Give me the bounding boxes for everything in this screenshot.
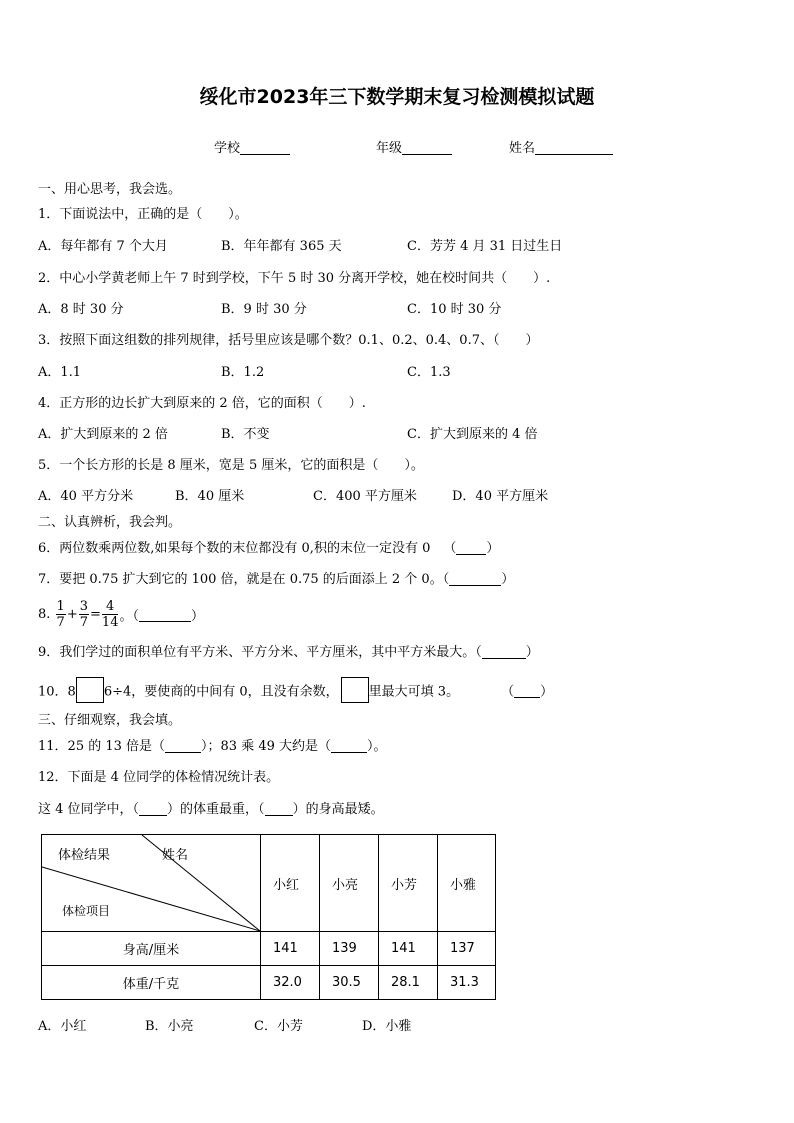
q1-option-b[interactable]: B．年年都有 365 天 [221,239,342,254]
q5-option-a[interactable]: A．40 平方分米 [38,489,134,504]
name-label: 姓名 [509,141,536,156]
q12-blank-1[interactable] [139,815,167,816]
q8-fraction-3 [102,599,119,630]
q6-answer-blank[interactable] [456,554,486,555]
q1-option-c[interactable]: C．芳芳 4 月 31 日过生日 [407,239,563,254]
q2-option-c[interactable]: C．10 时 30 分 [407,302,502,317]
q7-answer-blank[interactable] [449,585,501,586]
table-header-row [42,835,496,932]
q3-option-b[interactable]: B．1.2 [221,365,265,380]
q8-f1-denominator: 7 [56,615,65,630]
school-label: 学校 [214,141,241,156]
q12-option-d[interactable]: D．小雅 [362,1019,412,1034]
table-corner-cell [42,835,261,932]
q2-option-b[interactable]: B．9 时 30 分 [221,302,307,317]
table-cell: 141 [379,932,438,966]
question-12-sub [38,803,384,816]
table-row [42,966,496,1000]
q8-f2-denominator: 7 [79,615,89,630]
q8-fraction-2 [79,599,89,630]
q10-answer-blank[interactable] [514,683,540,698]
page-title: 绥化市2023年三下数学期末复习检测模拟试题 [199,86,595,108]
grade-field [376,142,452,155]
section-1-heading: 一、用心思考，我会选。 [38,182,182,197]
table-cell: 139 [320,932,379,966]
q12-sub-part-b: ）的体重最重，（ [167,802,265,817]
question-9 [38,646,539,659]
question-7-stem: 7．要把 0.75 扩大到它的 100 倍，就是在 0.75 的后面添上 2 个 0。（ [38,572,450,587]
section-2-heading: 二、认真辨析，我会判。 [38,515,182,530]
question-4-stem: 4．正方形的边长扩大到原来的 2 倍，它的面积（ ）. [38,396,366,411]
question-5-stem: 5．一个长方形的长是 8 厘米，宽是 5 厘米，它的面积是（ ）。 [38,458,424,473]
q8-fraction-1 [56,599,66,630]
school-blank[interactable] [240,154,290,155]
column-header-name: 小芳 [379,835,438,932]
table-cell: 137 [438,932,496,966]
q5-option-d[interactable]: D．40 平方厘米 [452,489,549,504]
q2-option-a[interactable]: A．8 时 30 分 [38,302,124,317]
question-9-stem: 9．我们学过的面积单位有平方米、平方分米、平方厘米，其中平方米最大。（ [38,645,482,660]
question-7 [38,573,514,586]
q10-answer-box[interactable] [341,677,369,703]
q11-part-b: ）；83 乘 49 大约是（ [201,739,332,754]
question-3-stem: 3．按照下面这组数的排列规律，括号里应该是哪个数？0.1、0.2、0.4、0.7、（ ） [38,333,539,348]
table-cell: 28.1 [379,966,438,1000]
row-header-height: 身高/厘米 [42,932,261,966]
q6-paren-close: ） [486,541,500,556]
q8-tail: 。（ [119,609,139,624]
q11-blank-1[interactable] [165,752,201,753]
table-row [42,932,496,966]
q5-option-b[interactable]: B．40 厘米 [175,489,245,504]
question-2-stem: 2．中心小学黄老师上午 7 时到学校，下午 5 时 30 分离开学校，她在校时间共（ ）. [38,271,551,286]
q10-number: 10．8 [38,684,76,700]
q11-part-a: 11．25 的 13 倍是（ [38,739,166,754]
column-header-name: 小红 [261,835,320,932]
q12-sub-part-c: ）的身高最矮。 [292,802,384,817]
question-12-stem: 12．下面是 4 位同学的体检情况统计表。 [38,770,280,785]
table-cell: 30.5 [320,966,379,1000]
table-cell: 32.0 [261,966,320,1000]
q5-option-c[interactable]: C．400 平方厘米 [313,489,417,504]
question-8 [38,599,204,630]
q12-sub-part-a: 这 4 位同学中，（ [38,802,140,817]
column-header-name: 小雅 [438,835,496,932]
question-1-stem: 1．下面说法中，正确的是（ ）。 [38,207,248,222]
q6-paren-open: （ [443,541,457,556]
q8-f3-numerator: 4 [102,599,119,615]
q10-middle-text: 6÷4，要使商的中间有 0，且没有余数， [103,684,339,700]
corner-result-label: 体检结果 [58,848,111,863]
column-header-name: 小亮 [320,835,379,932]
q8-answer-blank[interactable] [139,607,191,622]
q11-part-c: ）。 [367,739,387,754]
q4-option-b[interactable]: B．不变 [221,427,270,442]
q12-option-a[interactable]: A．小红 [38,1019,87,1034]
q7-paren-close: ） [501,572,515,587]
health-check-table [41,834,496,1000]
q8-f3-denominator: 14 [101,615,119,630]
school-field [214,142,290,155]
q10-paren-open: （ [501,684,515,700]
q12-option-b[interactable]: B．小亮 [145,1019,194,1034]
q1-option-a[interactable]: A．每年都有 7 个大月 [38,239,168,254]
question-11 [38,740,387,753]
q9-paren-close: ） [525,645,539,660]
q8-equals: = [90,607,101,622]
q8-plus: + [66,607,78,622]
grade-label: 年级 [376,141,403,156]
q11-blank-2[interactable] [331,752,367,753]
q8-number: 8. [38,607,51,622]
q9-answer-blank[interactable] [482,658,526,659]
q3-option-c[interactable]: C．1.3 [407,365,451,380]
section-3-heading: 三、仔细观察，我会填。 [38,713,182,728]
name-field [509,142,613,155]
q4-option-a[interactable]: A．扩大到原来的 2 倍 [38,427,168,442]
table-cell: 141 [261,932,320,966]
row-header-weight: 体重/千克 [42,966,261,1000]
corner-name-label: 姓名 [162,848,189,863]
q10-tail-text: 里最大可填 3。 [368,684,460,700]
q12-option-c[interactable]: C．小芳 [254,1019,303,1034]
q3-option-a[interactable]: A．1.1 [38,365,82,380]
q8-f2-numerator: 3 [79,599,89,614]
question-10 [38,677,553,703]
name-blank[interactable] [535,154,613,155]
table-cell: 31.3 [438,966,496,1000]
grade-blank[interactable] [402,154,452,155]
q10-paren-close: ） [540,684,554,700]
q8-f1-numerator: 1 [56,599,65,614]
q10-digit-box[interactable] [76,677,104,703]
q12-blank-2[interactable] [265,815,293,816]
question-6-stem: 6．两位数乘两位数,如果每个数的末位都没有 0,积的末位一定没有 0 [38,541,431,556]
corner-item-label: 体检项目 [62,904,111,918]
q4-option-c[interactable]: C．扩大到原来的 4 倍 [407,427,538,442]
question-6 [38,542,499,555]
q8-paren-close: ） [190,609,204,624]
